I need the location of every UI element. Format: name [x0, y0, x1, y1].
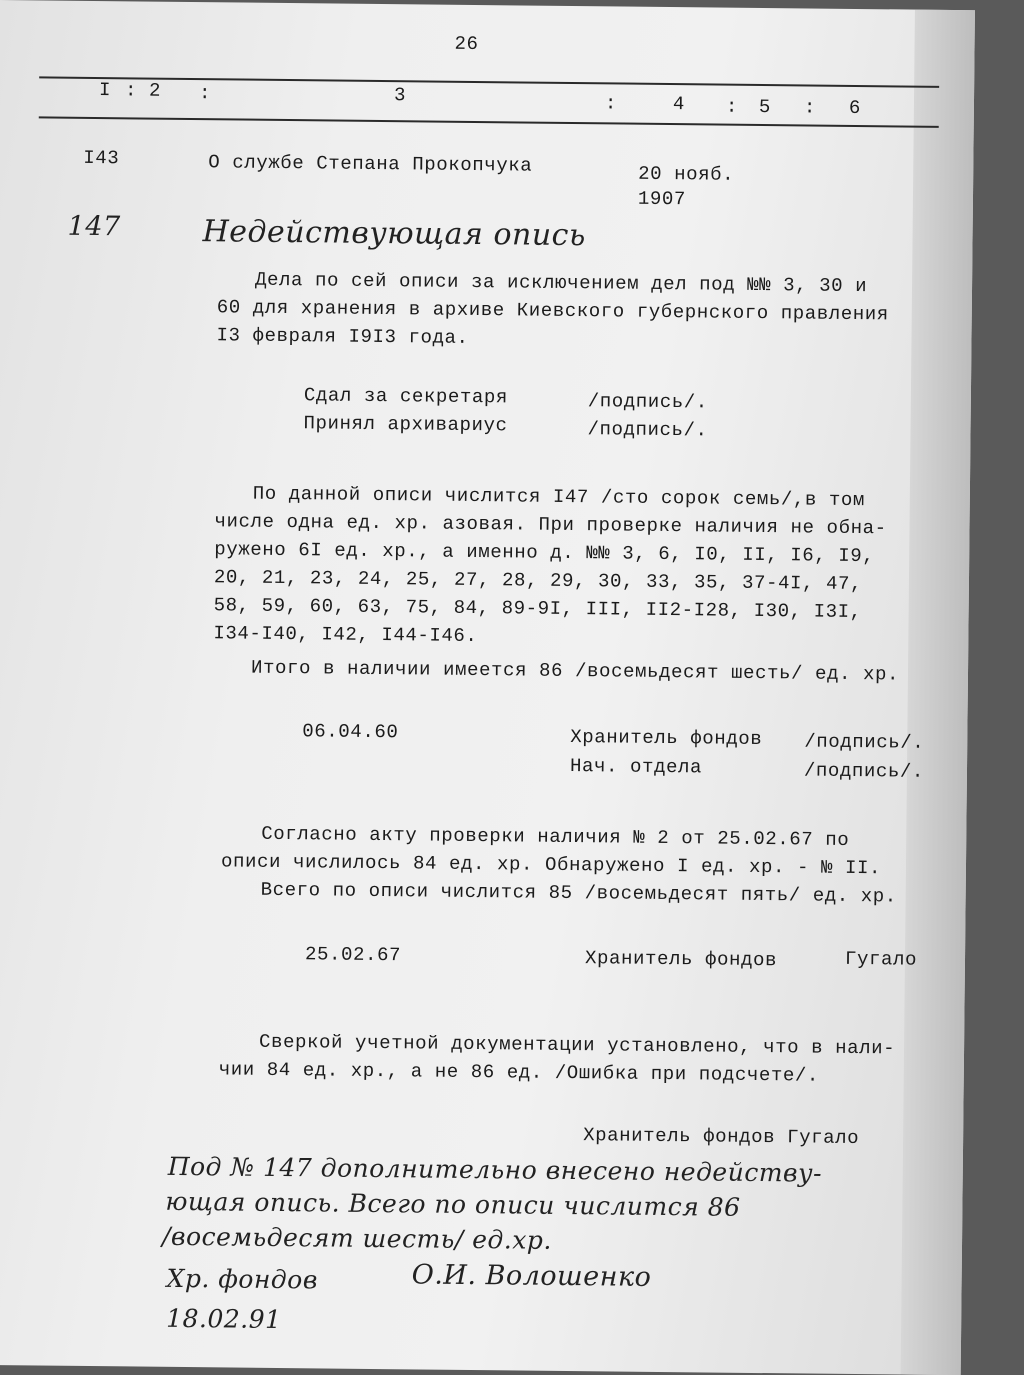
signature-label: Хранитель фондов [584, 947, 778, 972]
entry-title: О службе Степана Прокопчука [208, 151, 533, 177]
signature-label: Нач. отдела [569, 755, 703, 779]
paragraph3-line2: описи числилось 84 ед. хр. Обнаружено I ед. хр. - № II. [220, 850, 882, 880]
entry-number: I43 [83, 146, 120, 170]
header-col-3: 3 [393, 84, 407, 107]
paragraph1-line3: I3 февраля I9I3 года. [216, 324, 469, 349]
header-top-rule [39, 76, 939, 87]
paragraph3-line1: Согласно акту проверки наличия № 2 от 25.02.67 по [261, 822, 850, 851]
handwritten-date: 18.02.91 [166, 1303, 282, 1335]
header-sep: : [124, 79, 138, 102]
paragraph1-line2: 60 для хранения в архиве Киевского губернского правления [216, 296, 889, 326]
handwritten-note-line2: ющая опись. Всего по описи числится 86 [165, 1186, 741, 1222]
signature-name: Гугало [844, 947, 918, 971]
header-col-1: I [98, 79, 112, 102]
paragraph3-line3: Всего по описи числится 85 /восемьдесят пять/ ед. хр. [260, 878, 897, 908]
paragraph2-line1: По данной описи числится I47 /сто сорок семь/,в том [252, 482, 866, 512]
signature-line: Хранитель фондов Гугало [583, 1124, 860, 1150]
paragraph2-line3: ружено 6I ед. хр., а именно д. №№ 3, 6, I0, II, I6, I9, [214, 538, 875, 568]
header-sep: : [198, 82, 212, 105]
signature-value: /подпись/. [803, 759, 925, 783]
page-edge-shadow [901, 10, 975, 1375]
paragraph4-line1: Сверкой учетной документации установлено, что в нали- [258, 1030, 896, 1060]
paragraph2-total: Итого в наличии имеется 86 /восемьдесят шесть/ ед. хр. [250, 656, 900, 686]
handwritten-note-line1: Под № 147 дополнительно внесено недейству- [167, 1151, 823, 1188]
handwritten-signature: О.И. Волошенко [411, 1259, 652, 1293]
header-col-5: 5 [758, 95, 772, 119]
header-col-2: 2 [148, 79, 162, 102]
paragraph4-line2: чии 84 ед. хр., а не 86 ед. /Ошибка при подсчете/. [218, 1058, 819, 1087]
paragraph2-line5: 58, 59, 60, 63, 75, 84, 89-9I, III, II2-I28, I30, I3I, [213, 594, 862, 624]
signatures3-date: 25.02.67 [304, 943, 402, 967]
page-number: 26 [454, 32, 479, 56]
signature-label: Сдал за секретаря [303, 384, 509, 409]
entry-date: 20 нояб. [638, 162, 735, 186]
signature-value: /подпись/. [804, 730, 925, 754]
header-col-6: 6 [848, 96, 862, 120]
signature-value: /подпись/. [587, 390, 708, 414]
signature-label: Хранитель фондов [570, 726, 763, 751]
handwritten-entry-number: 147 [67, 210, 121, 243]
handwritten-entry-title: Недействующая опись [202, 214, 586, 254]
signature-value: /подпись/. [587, 418, 708, 442]
entry-year: 1907 [637, 187, 687, 211]
paragraph1-line1: Дела по сей описи за исключением дел под №№ 3, 30 и [254, 268, 868, 298]
handwritten-note-line3: /восемьдесят шесть/ ед.хр. [161, 1221, 553, 1255]
paragraph2-line2: числе одна ед. хр. азовая. При проверке наличия не обна- [214, 510, 887, 540]
signatures2-date: 06.04.60 [302, 720, 399, 744]
header-sep: : [803, 96, 817, 119]
header-sep: : [725, 95, 739, 118]
header-sep: : [604, 92, 618, 115]
signature-label: Принял архивариус [303, 412, 508, 437]
header-col-4: 4 [672, 93, 686, 116]
handwritten-signer-label: Хр. фондов [166, 1263, 319, 1295]
paragraph2-line6: I34-I40, I42, I44-I46. [213, 622, 478, 648]
paragraph2-line4: 20, 21, 23, 24, 25, 27, 28, 29, 30, 33, 35, 37-4I, 47, [213, 566, 863, 596]
